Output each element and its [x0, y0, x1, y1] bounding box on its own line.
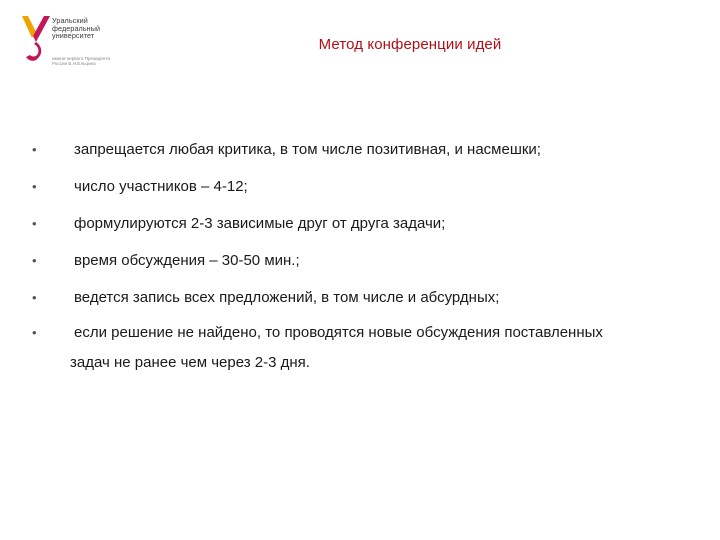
logo-subtitle	[52, 56, 124, 66]
list-item	[32, 288, 499, 308]
logo-sub-line: России Б.Н.Ельцина	[52, 61, 96, 66]
list-item-text: формулируются 2-3 зависимые друг от друга задачи;	[74, 215, 446, 232]
list-item	[32, 323, 603, 373]
bullet-dot-icon: •	[32, 290, 37, 305]
list-item	[32, 140, 541, 160]
list-item-text: если решение не найдено, то проводятся новые обсуждения поставленных	[74, 324, 603, 341]
list-item	[32, 177, 248, 197]
university-logo	[22, 16, 122, 66]
logo-line: федеральный	[52, 23, 101, 33]
logo-sub-line: имени первого Президента	[52, 56, 110, 61]
list-item-text: число участников – 4-12;	[74, 178, 248, 195]
list-item	[32, 214, 445, 234]
list-item	[32, 251, 300, 271]
bullet-dot-icon: •	[32, 179, 37, 194]
bullet-dot-icon: •	[32, 253, 37, 268]
list-item-text: время обсуждения – 30-50 мин.;	[74, 252, 300, 269]
bullet-dot-icon: •	[32, 216, 37, 231]
logo-line: Уральский	[52, 16, 88, 25]
list-item-text: ведется запись всех предложений, в том числе и абсурдных;	[74, 289, 500, 306]
urfu-logo-mark-icon	[22, 16, 50, 62]
logo-wordmark	[52, 17, 124, 40]
list-item-continuation: задач не ранее чем через 2-3 дня.	[70, 354, 310, 371]
slide-title: Метод конференции идей	[318, 36, 502, 53]
bullet-dot-icon: •	[32, 142, 37, 157]
logo-line: университет	[52, 31, 95, 41]
list-item-text: запрещается любая критика, в том числе позитивная, и насмешки;	[74, 141, 541, 158]
bullet-dot-icon: •	[32, 325, 37, 340]
